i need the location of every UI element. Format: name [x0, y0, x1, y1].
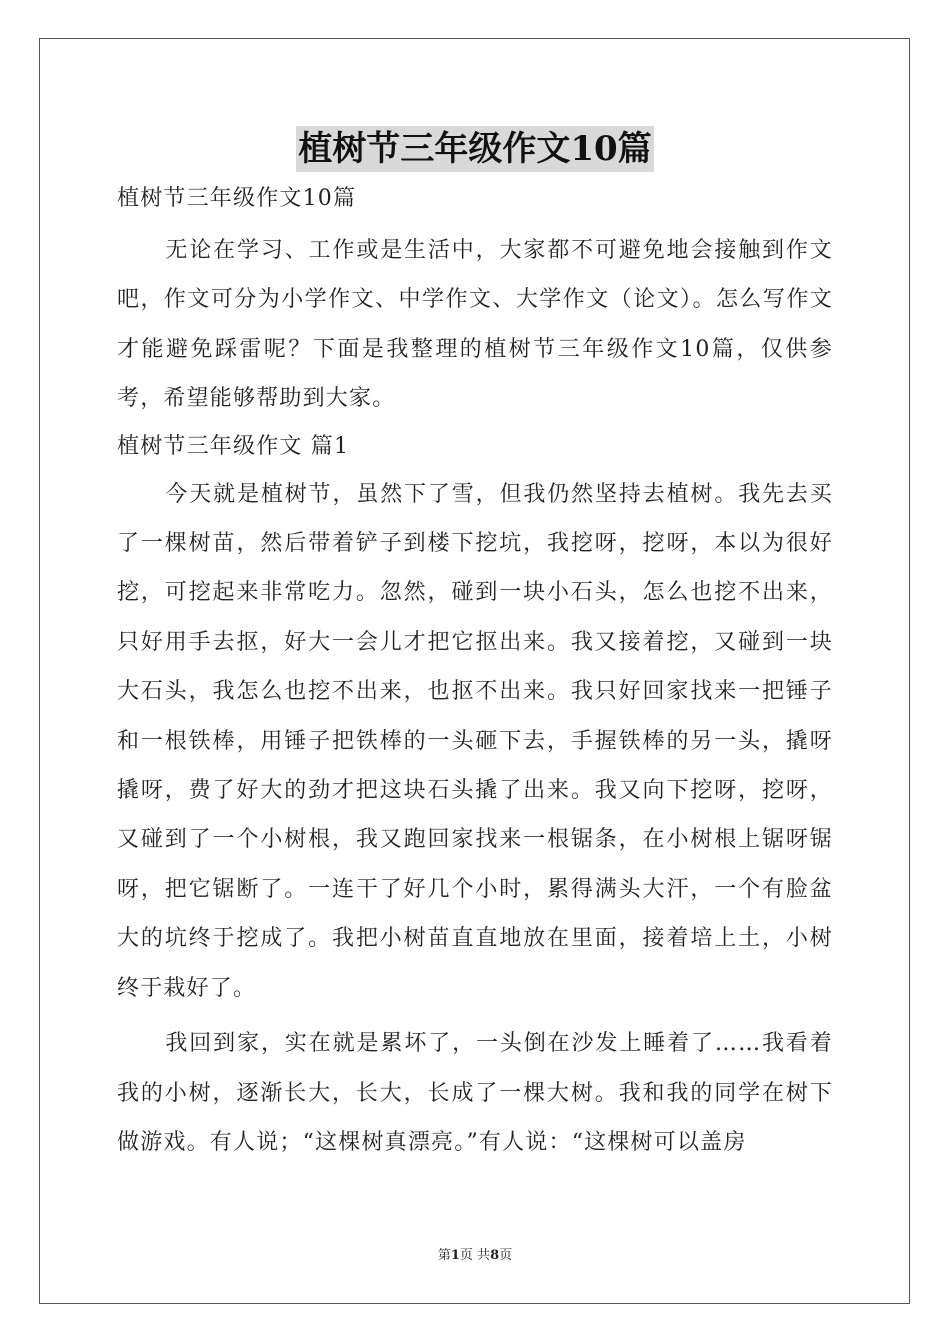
section-heading: 植树节三年级作文 篇1 — [117, 433, 350, 459]
footer-page-total: 8 — [490, 1248, 500, 1263]
page-title: 植树节三年级作文10篇 — [296, 126, 653, 172]
section-paragraph-1: 今天就是植树节，虽然下了雪，但我仍然坚持去植树。我先去买了一棵树苗，然后带着铲子到楼下挖坑，我挖呀，挖呀，本以为很好挖，可挖起来非常吃力。忽然，碰到一块小石头，怎么也挖不出来，只好用手去抠，好大一会儿才把它抠出来。我又接着挖，又碰到一块大石头，我怎么也挖不出来，也抠不出来。我只好回家找来一把锤子和一根铁棒，用锤子把铁棒的一头砸下去，手握铁棒的另一头，撬呀撬呀，费了好大的劲才把这块石头撬了出来。我又向下挖呀，挖呀，又碰到了一个小树根，我又跑回家找来一根锯条，在小树根上锯呀锯呀，把它锯断了。一连干了好几个小时，累得满头大汗，一个有脸盆大的坑终于挖成了。我把小树苗直直地放在里面，接着培上土，小树终于栽好了。 — [117, 481, 833, 1001]
footer-page-mid: 页 共 — [459, 1248, 491, 1263]
title-container — [0, 126, 950, 172]
footer-page-prefix: 第 — [437, 1248, 451, 1263]
intro-paragraph: 无论在学习、工作或是生活中，大家都不可避免地会接触到作文吧，作文可分为小学作文、中学作文、大学作文（论文）。怎么写作文才能避免踩雷呢？下面是我整理的植树节三年级作文10篇，仅供参考，希望能够帮助到大家。 — [117, 238, 833, 412]
document-body — [117, 178, 833, 1167]
document-subtitle: 植树节三年级作文10篇 — [117, 186, 357, 211]
section-paragraph-2: 我回到家，实在就是累坏了，一头倒在沙发上睡着了……我看着我的小树，逐渐长大，长大，长成了一棵大树。我和我的同学在树下做游戏。有人说；“这棵树真漂亮。”有人说：“这棵树可以盖房 — [117, 1031, 833, 1155]
page-footer — [0, 1244, 950, 1263]
footer-page-suffix: 页 — [499, 1248, 513, 1263]
footer-page-current: 1 — [450, 1248, 460, 1263]
